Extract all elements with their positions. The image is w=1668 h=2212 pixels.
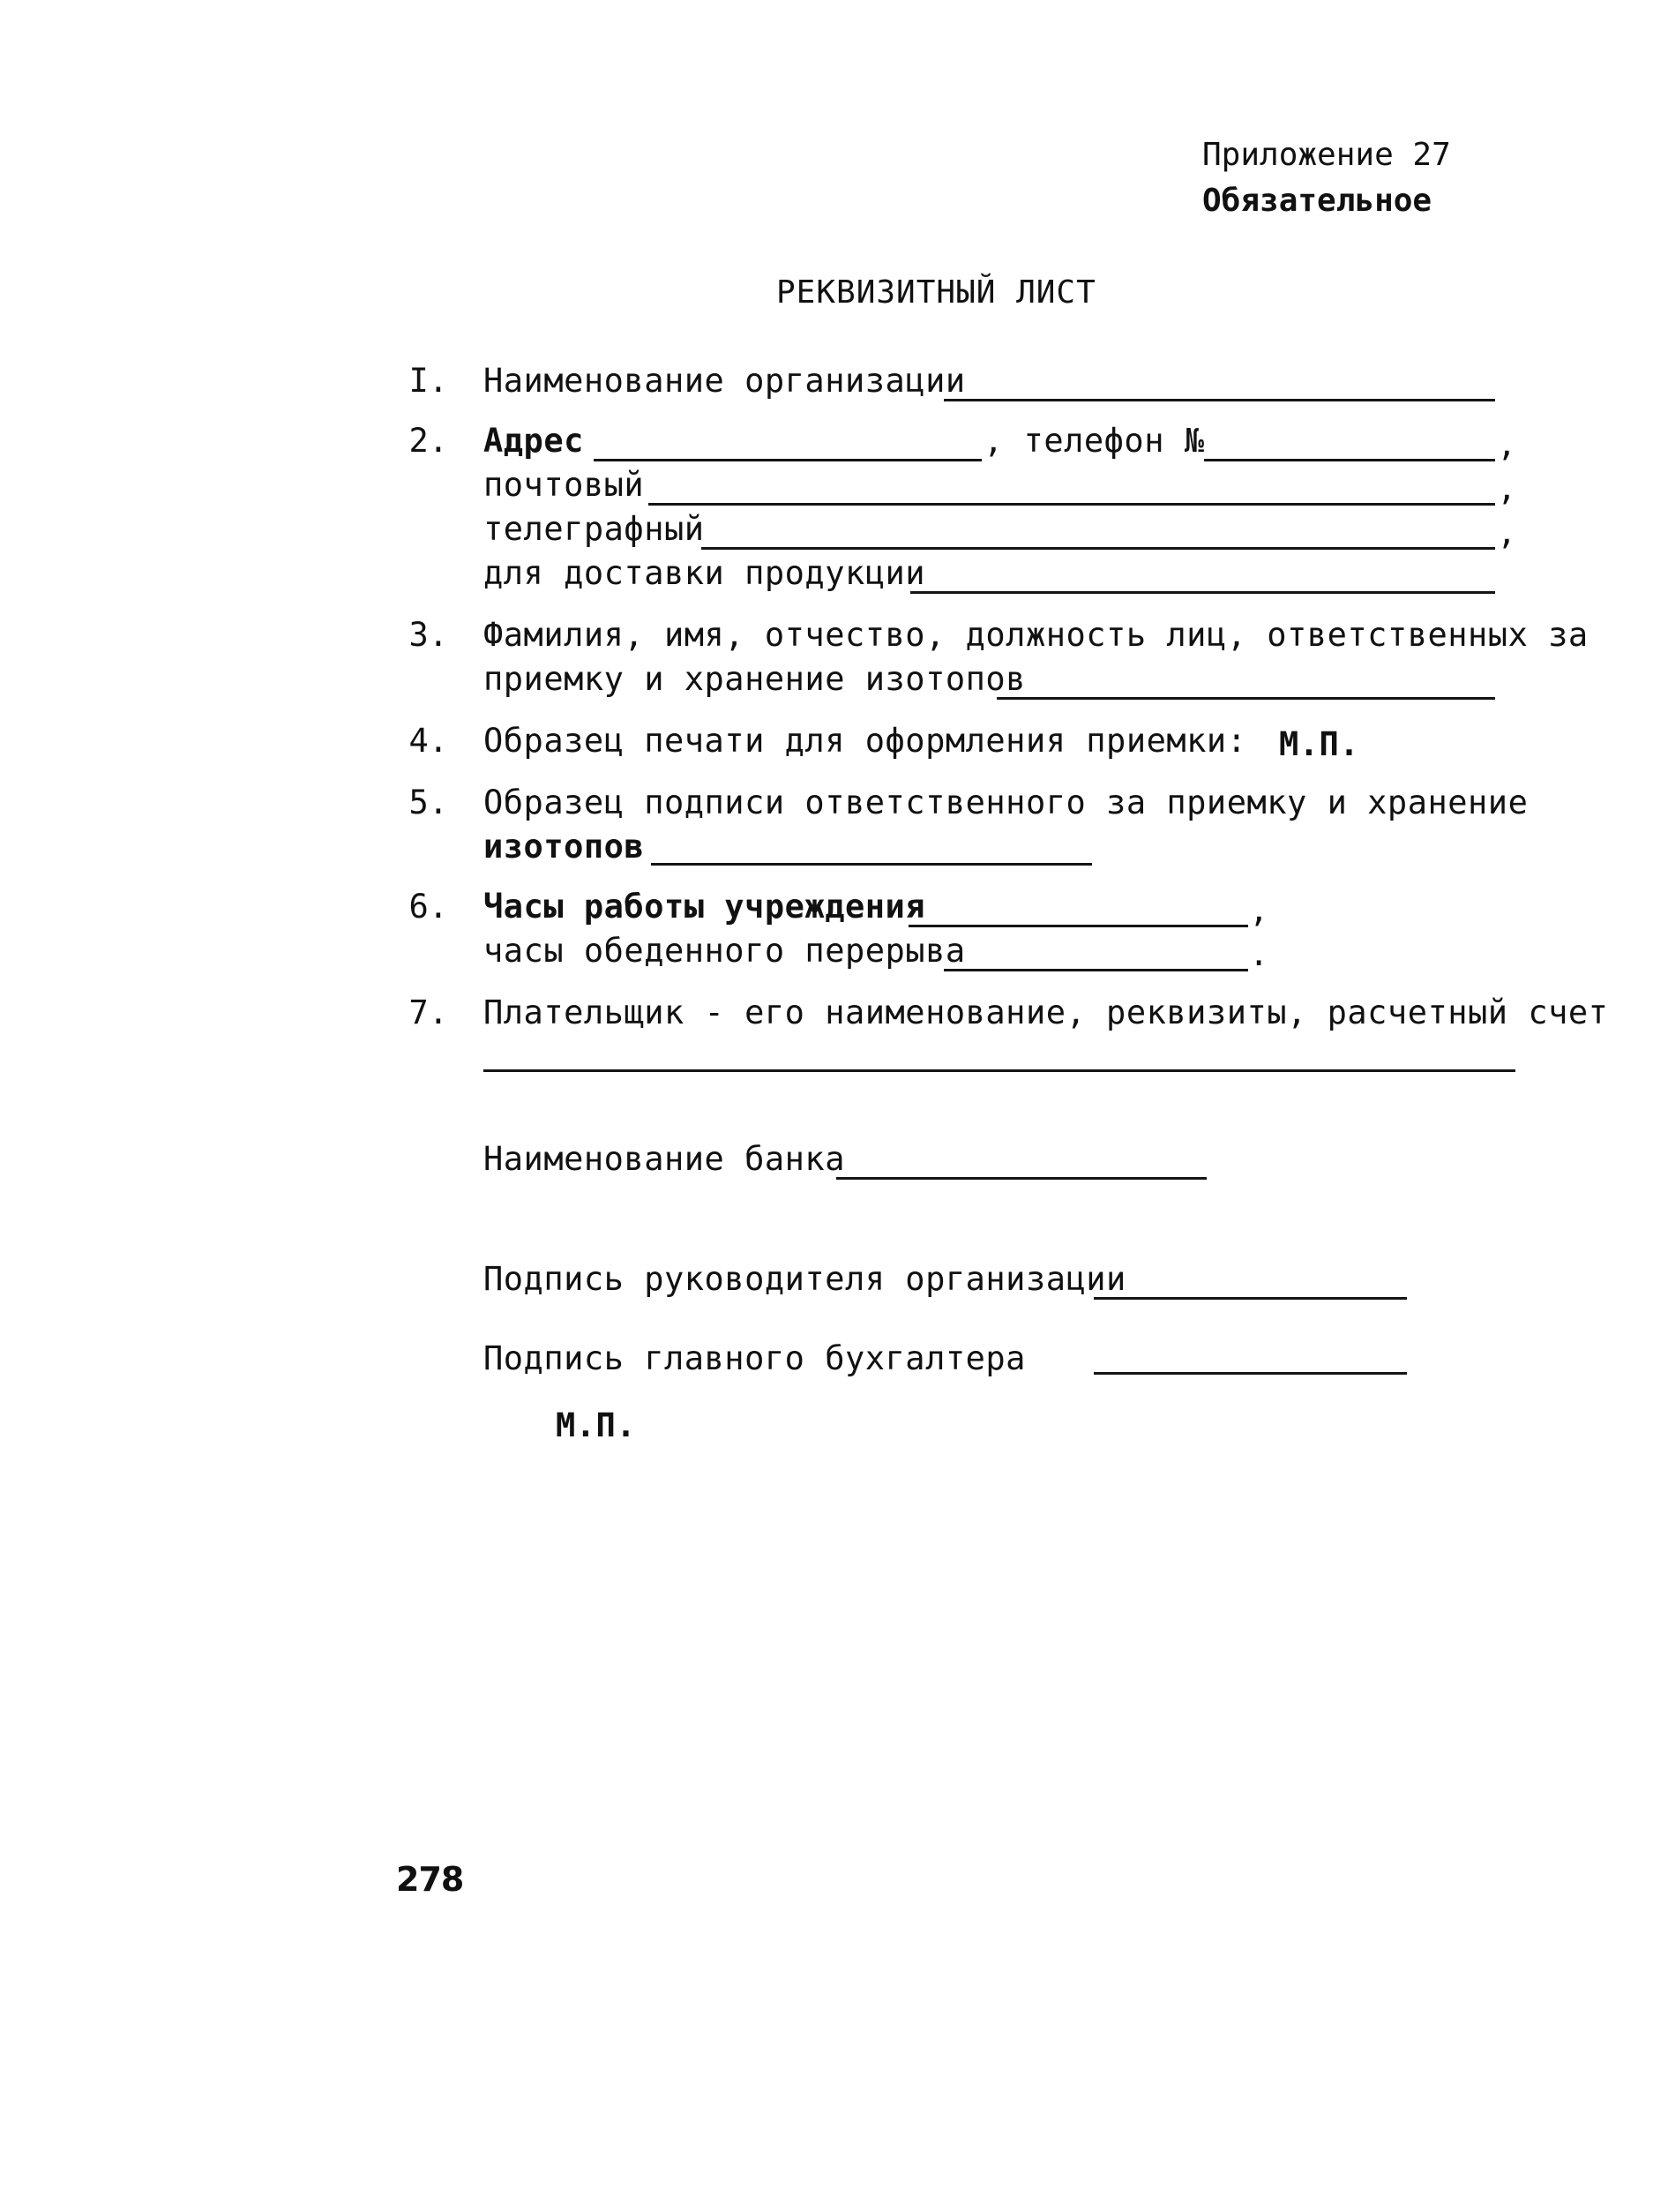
accountant-signature-label: Подпись главного бухгалтера [483, 1339, 1026, 1377]
working-hours-field[interactable] [909, 925, 1248, 927]
item-2-number: 2. [408, 422, 448, 460]
head-signature-field[interactable] [1094, 1297, 1407, 1300]
bank-name-label: Наименование банка [483, 1140, 845, 1178]
lunch-break-period: . [1249, 935, 1269, 973]
delivery-address-label: для доставки продукции [483, 554, 926, 592]
annex-status: Обязательное [1202, 183, 1432, 219]
item-1-label: Наименование организации [483, 362, 966, 400]
item-5-number: 5. [408, 784, 448, 821]
phone-field[interactable] [1204, 459, 1495, 461]
bank-name-field[interactable] [836, 1177, 1207, 1180]
delivery-address-field[interactable] [910, 591, 1495, 594]
page-title: РЕКВИЗИТНЫЙ ЛИСТ [776, 274, 1096, 311]
accountant-signature-field[interactable] [1094, 1372, 1407, 1375]
annex-number: Приложение 27 [1202, 137, 1451, 173]
item-3-number: 3. [408, 616, 448, 654]
item-5-line-2: изотопов [483, 828, 645, 866]
payer-details-field[interactable] [483, 1069, 1515, 1072]
responsible-persons-field[interactable] [997, 697, 1495, 700]
postal-address-label: почтовый [483, 466, 645, 504]
item-6-number: 6. [408, 888, 448, 926]
lunch-break-field[interactable] [944, 969, 1248, 971]
address-label: Адрес [483, 422, 584, 460]
item-4-number: 4. [408, 722, 448, 760]
telegraph-address-field[interactable] [701, 547, 1495, 550]
phone-comma: , [1497, 425, 1517, 463]
item-7-label: Плательщик - его наименование, реквизиты, расчетный счет [483, 994, 1609, 1031]
address-field[interactable] [594, 459, 982, 461]
postal-address-field[interactable] [648, 503, 1495, 506]
head-signature-label: Подпись руководителя организации [483, 1260, 1126, 1298]
organization-name-field[interactable] [944, 399, 1495, 401]
lunch-break-label: часы обеденного перерыва [483, 932, 966, 970]
item-5-line-1: Образец подписи ответственного за приемку и хранение [483, 784, 1529, 821]
item-3-line-1: Фамилия, имя, отчество, должность лиц, ответственных за [483, 616, 1589, 654]
phone-label: , телефон № [984, 422, 1205, 460]
page-number: 278 [396, 1860, 464, 1899]
responsible-signature-field[interactable] [651, 863, 1092, 866]
stamp-place-item-4: М.П. [1279, 725, 1360, 763]
telegraph-address-label: телеграфный [483, 510, 705, 548]
working-hours-label: Часы работы учреждения [483, 888, 926, 926]
stamp-place: М.П. [556, 1406, 637, 1444]
postal-comma: , [1497, 469, 1517, 507]
item-7-number: 7. [408, 994, 448, 1031]
item-1-number: I. [408, 362, 448, 400]
telegraph-comma: , [1497, 514, 1517, 551]
item-3-line-2: приемку и хранение изотопов [483, 660, 1026, 698]
item-4-label: Образец печати для оформления приемки: [483, 722, 1247, 760]
working-hours-comma: , [1249, 891, 1269, 929]
